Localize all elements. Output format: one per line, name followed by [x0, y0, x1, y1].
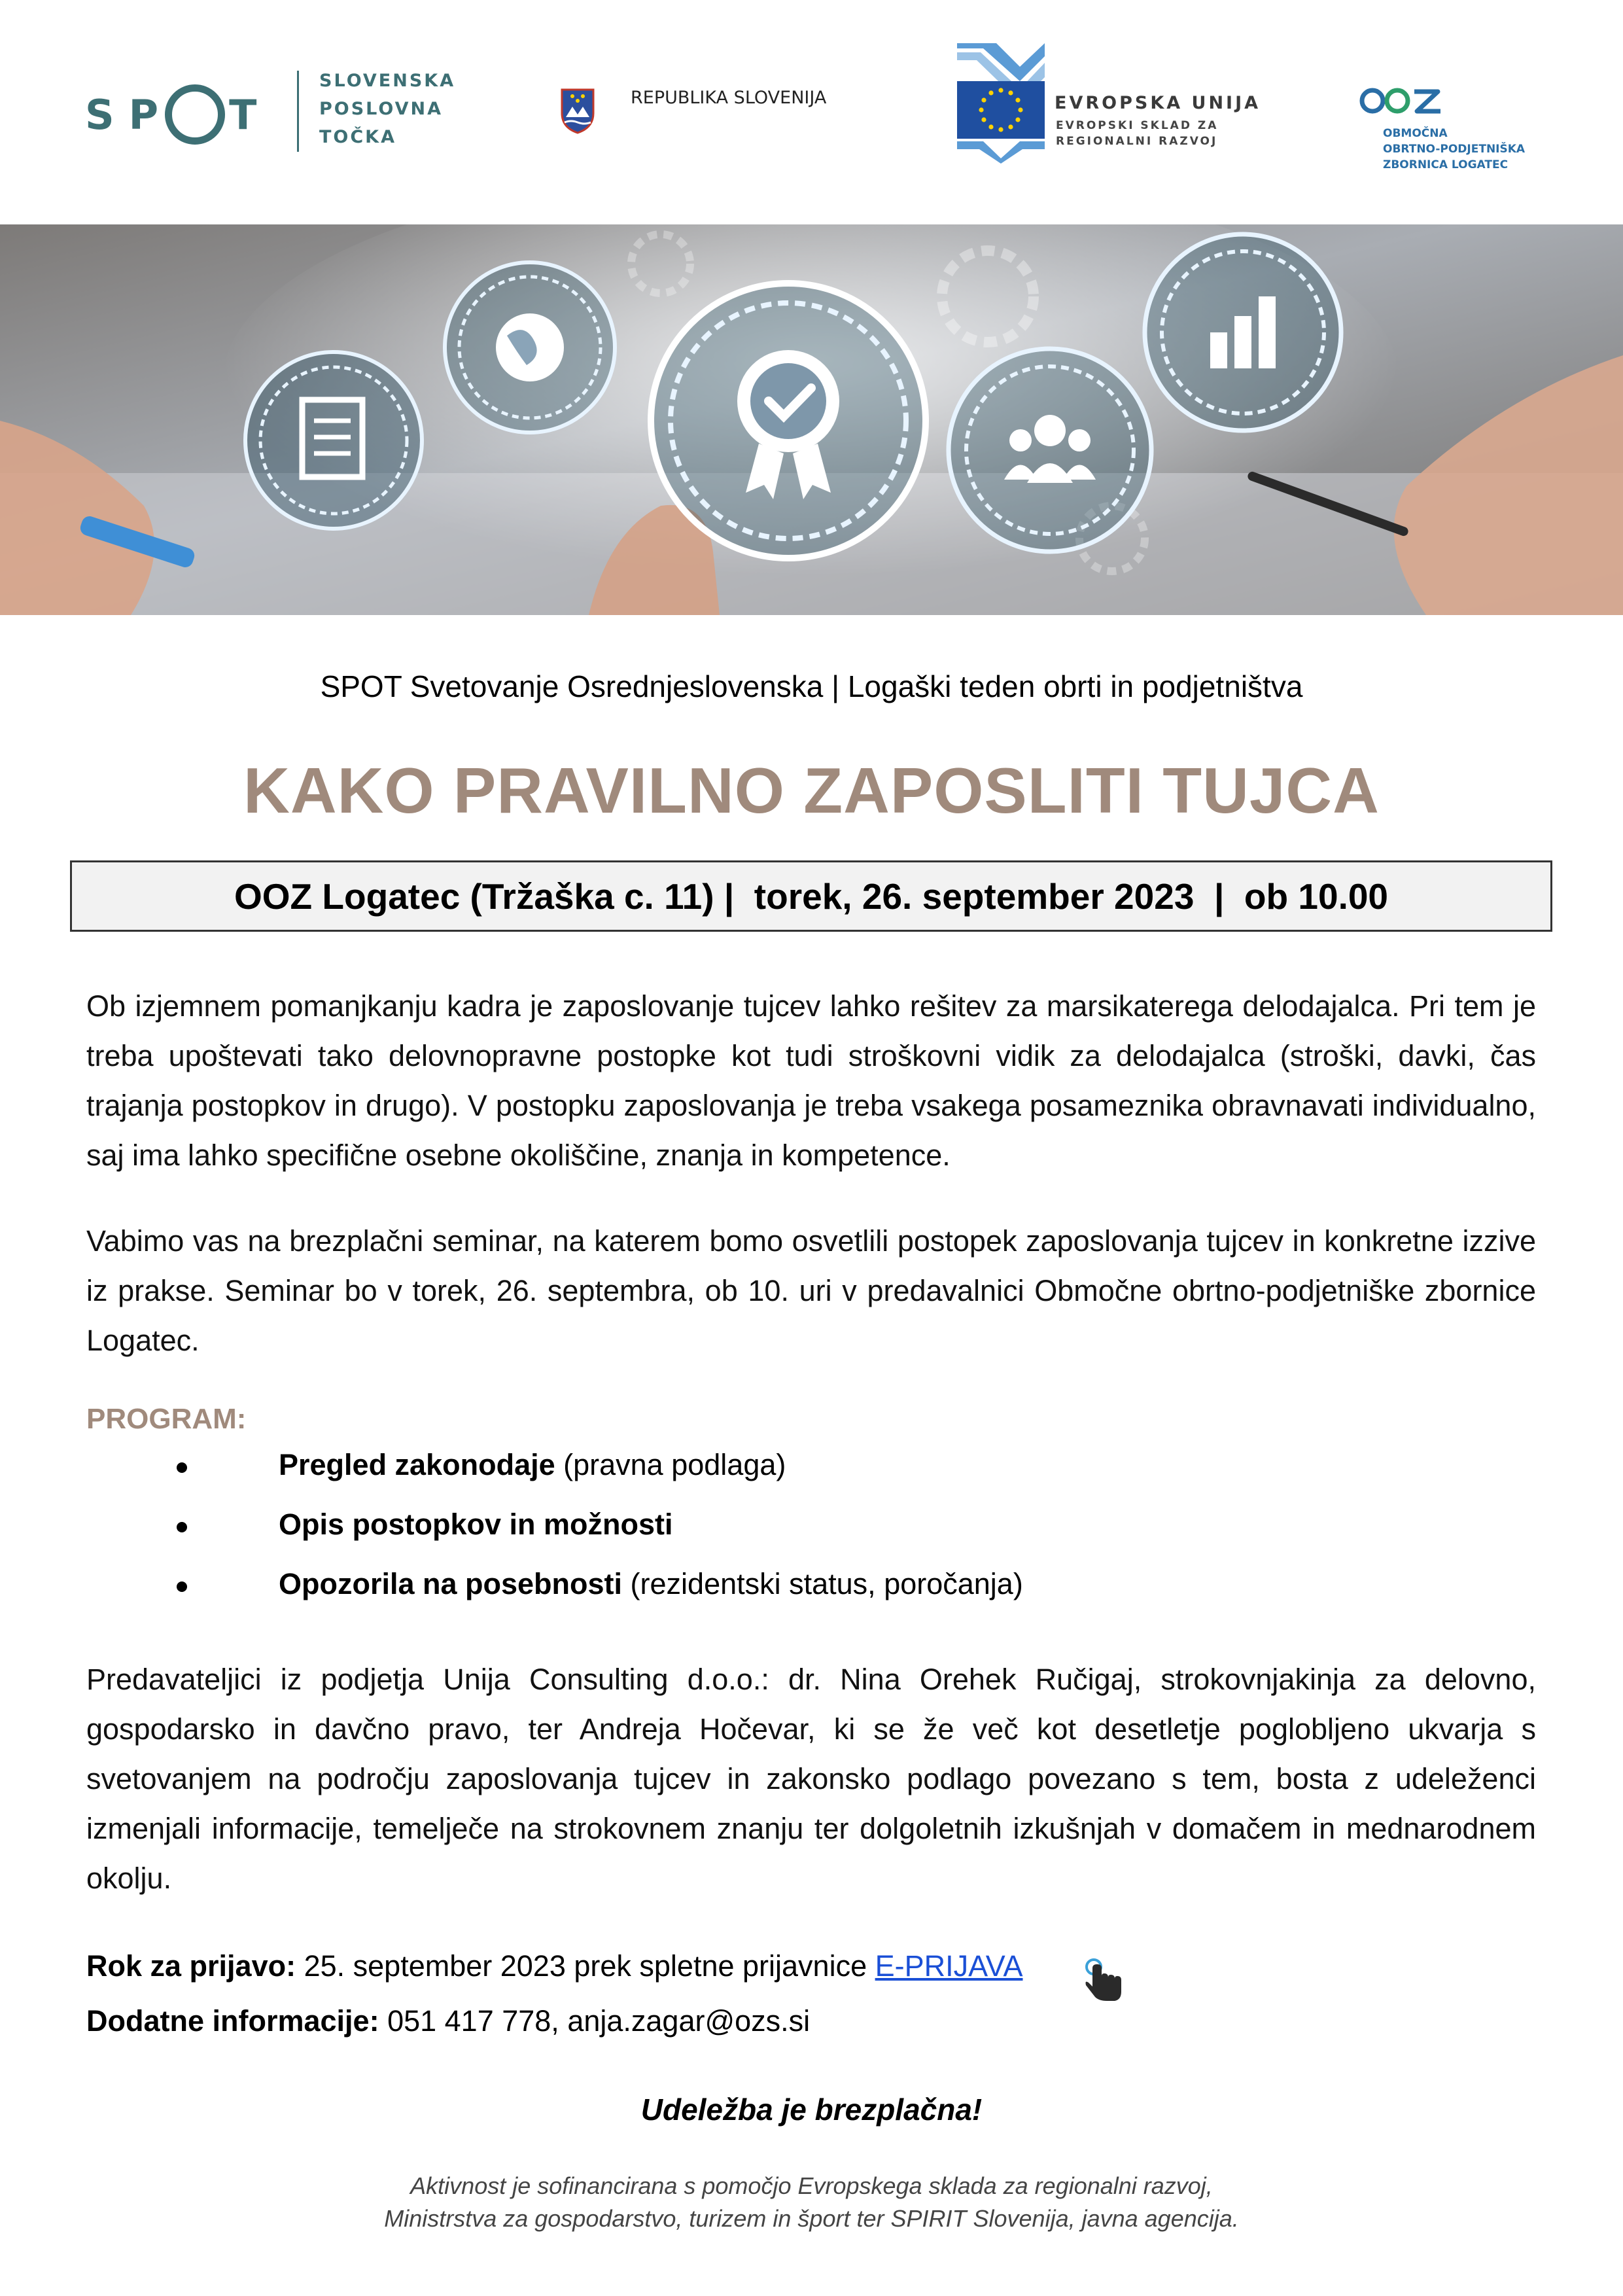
event-subtitle: SPOT Svetovanje Osrednjeslovenska | Logaški teden obrti in podjetništva: [320, 669, 1303, 703]
people-icon: [949, 349, 1151, 552]
program-item-note: (pravna podlaga): [555, 1448, 786, 1481]
info-text: 051 417 778, anja.zagar@ozs.si: [379, 2004, 811, 2038]
program-item-text: [279, 1508, 673, 1542]
spot-logo-ring: [165, 84, 225, 145]
ooz-logo-text: [1383, 126, 1525, 173]
quality-badge-icon: [651, 283, 926, 558]
ooz-logo-icon: [1358, 85, 1443, 116]
ooz-logo-line: OBMOČNA: [1383, 127, 1448, 140]
bullet-icon: [177, 1522, 187, 1532]
spot-logo-letter-p: P: [128, 90, 162, 139]
slovenia-coat-of-arms-icon: [559, 87, 596, 134]
spot-logo-letter-s: S: [85, 90, 117, 139]
bar-chart-icon: [1145, 234, 1341, 431]
spot-logo-line: SLOVENSKA: [319, 71, 456, 91]
free-attendance-note: Udeležba je brezplačna!: [640, 2093, 983, 2127]
event-details: OOZ Logatec (Tržaška c. 11) | torek, 26. september 2023 | ob 10.00: [234, 875, 1389, 917]
program-item-title: Opozorila na posebnosti: [279, 1567, 623, 1600]
bullet-icon: [177, 1462, 187, 1473]
footer-line: Aktivnost je sofinancirana s pomočjo Evropskega sklada za regionalni razvoj,: [410, 2172, 1213, 2199]
hand-pointer-icon[interactable]: [1081, 1956, 1128, 2004]
spot-logo-divider: [297, 71, 299, 152]
banner-image: [0, 224, 1623, 615]
info-label: Dodatne informacije:: [86, 2004, 379, 2038]
spot-logo-subtitle: [319, 67, 455, 151]
page-title: KAKO PRAVILNO ZAPOSLITI TUJCA: [243, 754, 1380, 826]
program-item-title: Pregled zakonodaje: [279, 1448, 555, 1481]
eu-logo-title: EVROPSKA UNIJA: [1055, 93, 1261, 113]
spot-logo-letter-t: T: [229, 90, 260, 139]
spot-logo: [85, 79, 259, 150]
program-heading: PROGRAM:: [86, 1403, 247, 1435]
eu-logo-line: REGIONALNI RAZVOJ: [1056, 135, 1218, 148]
speakers-paragraph: Predavateljici iz podjetja Unija Consulting d.o.o.: dr. Nina Orehek Ručigaj, strokovnjakinja za delovno, gospodarsko in davčno pravo, ter Andreja Hočevar, ki se že več kot desetletje poglobljeno ukvarja s svetovanjem na področju zaposlovanja tujcev in zakonsko podlago povezano s tem, bosta z udeleženci izmenjali informacije, temelječe na strokovnem znanju ter dolgoletnih izkušnjah v domačem in mednarodnem okolju.: [86, 1663, 1536, 1895]
document-icon: [245, 352, 422, 529]
deadline-text: 25. september 2023 prek spletne prijavnice: [296, 1949, 875, 1983]
additional-info: [86, 2004, 810, 2038]
invitation-paragraph: Vabimo vas na brezplačni seminar, na katerem bomo osvetlili postopek zaposlovanja tujcev in konkretne izzive iz prakse. Seminar bo v torek, 26. septembra, ob 10. uri v predavalnici Območne obrtno-podjetniške zbornice Logatec.: [86, 1224, 1536, 1357]
program-item-title: Opis postopkov in možnosti: [279, 1508, 673, 1541]
republika-slovenija-label: REPUBLIKA SLOVENIJA: [631, 88, 827, 108]
e-prijava-link[interactable]: E-PRIJAVA: [875, 1949, 1023, 1983]
program-item-text: [279, 1567, 1023, 1601]
eu-flag-logo: [957, 43, 1045, 164]
funding-footer: [0, 2170, 1623, 2235]
spot-logo-line: POSLOVNA: [319, 99, 444, 119]
program-item-note: (rezidentski status, poročanja): [622, 1567, 1023, 1600]
intro-paragraph: Ob izjemnem pomanjkanju kadra je zaposlovanje tujcev lahko rešitev za marsikaterega delodajalca. Pri tem je treba upoštevati tako delovnopravne postopke kot tudi stroškovni vidik za delodajalca (stroški, davki, čas trajanja postopkov in drugo). V postopku zaposlovanja je treba vsakega posameznika obravnavati individualno, saj ima lahko specifične osebne okoliščine, znanja in kompetence.: [86, 989, 1536, 1172]
registration-deadline: [86, 1949, 1023, 1983]
footer-line: Ministrstva za gospodarstvo, turizem in šport ter SPIRIT Slovenija, javna agencija.: [384, 2205, 1239, 2232]
ooz-logo-line: OBRTNO-PODJETNIŠKA: [1383, 143, 1526, 156]
spot-logo-line: TOČKA: [319, 127, 397, 147]
globe-icon: [445, 262, 615, 433]
event-details-box: [70, 860, 1552, 932]
program-item-text: [279, 1448, 786, 1482]
eu-logo-subtitle: [1056, 118, 1218, 149]
eu-logo-line: EVROPSKI SKLAD ZA: [1056, 119, 1219, 132]
bullet-icon: [177, 1581, 187, 1592]
ooz-logo-line: ZBORNICA LOGATEC: [1383, 158, 1509, 171]
deadline-label: Rok za prijavo:: [86, 1949, 296, 1983]
